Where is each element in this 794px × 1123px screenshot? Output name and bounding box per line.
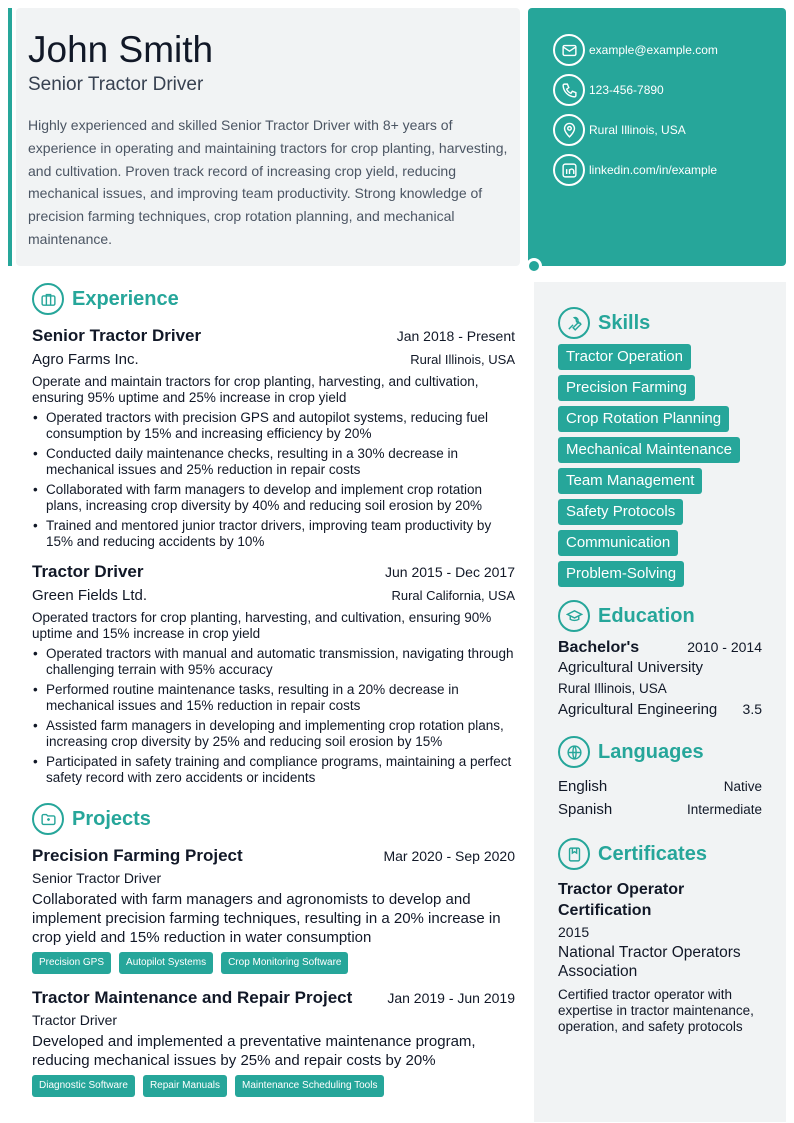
- skills-list: [558, 344, 762, 587]
- job-bullet: • Participated in safety training and compliance programs, maintaining a perfect safety record with zero accidents or incidents: [32, 754, 515, 786]
- certificate-issuer: National Tractor Operators Association: [558, 944, 741, 980]
- job-dates: Jan 2018 - Present: [396, 328, 515, 344]
- education-section: [558, 599, 762, 721]
- skill-chip: Precision Farming: [558, 375, 695, 401]
- job-bullet: • Collaborated with farm managers to develop and implement crop rotation plans, increasing crop diversity by 40% and reducing soil erosion by 20%: [32, 482, 515, 514]
- project-tag: Diagnostic Software: [32, 1075, 135, 1097]
- contact-email[interactable]: [553, 30, 786, 70]
- certificate-name: Tractor Operator Certification: [558, 881, 685, 919]
- project-role: Tractor Driver: [32, 1012, 118, 1028]
- folder-icon: [32, 803, 64, 835]
- email-icon: [553, 34, 585, 66]
- job-company: Green Fields Ltd.: [32, 587, 148, 604]
- email-text: example@example.com: [589, 43, 718, 57]
- globe-icon: [558, 736, 590, 768]
- contact-location: [553, 110, 786, 150]
- project-tag: Maintenance Scheduling Tools: [235, 1075, 384, 1097]
- projects-heading: Projects: [72, 807, 151, 830]
- education-field: Agricultural Engineering: [558, 701, 718, 718]
- skills-heading: Skills: [598, 311, 651, 334]
- education-dates: 2010 - 2014: [687, 639, 762, 655]
- job-bullet: • Conducted daily maintenance checks, resulting in a 30% decrease in mechanical issues and 25% reduction in repair costs: [32, 446, 515, 478]
- project-tag: Repair Manuals: [143, 1075, 227, 1097]
- job-bullets: [32, 646, 515, 786]
- project-description: Developed and implemented a preventative maintenance program, reducing mechanical issues by 25% and repair costs by 20%: [32, 1033, 476, 1069]
- sidebar: [534, 282, 786, 1122]
- certificates-section-header: [558, 837, 762, 871]
- job-dates: Jun 2015 - Dec 2017: [385, 564, 515, 580]
- experience-item: [32, 324, 515, 550]
- job-bullets: [32, 410, 515, 550]
- skill-chip: Tractor Operation: [558, 344, 691, 370]
- project-description: Collaborated with farm managers and agronomists to develop and implement precision farming techniques, resulting in a 20% increase in crop yield and 15% reduction in water consumption: [32, 891, 501, 946]
- education-gpa: 3.5: [742, 701, 762, 717]
- linkedin-text: linkedin.com/in/example: [589, 163, 718, 177]
- location-pin-icon: [553, 114, 585, 146]
- project-dates: Jan 2019 - Jun 2019: [387, 990, 515, 1006]
- certificate-description: Certified tractor operator with expertise in tractor maintenance, operation, and safety protocols: [558, 987, 754, 1034]
- linkedin-icon: [553, 154, 585, 186]
- languages-heading: Languages: [598, 740, 704, 763]
- certificate-year: 2015: [558, 924, 590, 940]
- job-bullet: • Operated tractors with manual and automatic transmission, navigating through challenging terrain with 95% accuracy: [32, 646, 515, 678]
- certificate-icon: [558, 838, 590, 870]
- job-role: Tractor Driver: [32, 562, 144, 581]
- header: [16, 8, 520, 266]
- wrench-icon: [558, 307, 590, 339]
- project-tag: Crop Monitoring Software: [221, 952, 348, 974]
- language-level: Native: [723, 779, 762, 794]
- main-column: [32, 282, 515, 1097]
- skill-chip: Mechanical Maintenance: [558, 437, 740, 463]
- skill-chip: Problem-Solving: [558, 561, 684, 587]
- languages-section: [558, 735, 762, 821]
- experience-heading: Experience: [72, 287, 179, 310]
- graduation-cap-icon: [558, 600, 590, 632]
- project-tags: [32, 1075, 515, 1097]
- project-tag: Autopilot Systems: [119, 952, 213, 974]
- job-description: Operated tractors for crop planting, harvesting, and cultivation, ensuring 90% uptime and 15% increase in crop yield: [32, 610, 492, 641]
- phone-icon: [553, 74, 585, 106]
- education-location: Rural Illinois, USA: [558, 681, 667, 696]
- project-title: Tractor Maintenance and Repair Project: [32, 988, 353, 1007]
- certificates-heading: Certificates: [598, 842, 707, 865]
- certificates-section: [558, 837, 762, 1035]
- job-company: Agro Farms Inc.: [32, 351, 139, 368]
- contact-panel: [528, 8, 786, 266]
- education-heading: Education: [598, 604, 695, 627]
- education-degree: Bachelor's: [558, 639, 640, 656]
- candidate-title: Senior Tractor Driver: [28, 74, 204, 95]
- project-item: [32, 986, 515, 1097]
- skill-chip: Communication: [558, 530, 678, 556]
- skill-chip: Team Management: [558, 468, 702, 494]
- header-accent-bar: [8, 8, 12, 266]
- education-section-header: [558, 599, 762, 633]
- location-text: Rural Illinois, USA: [589, 123, 686, 137]
- skills-section-header: [558, 306, 762, 340]
- project-item: [32, 844, 515, 974]
- experience-item: [32, 560, 515, 786]
- experience-section-header: [32, 282, 515, 316]
- job-bullet: • Performed routine maintenance tasks, resulting in a 20% decrease in mechanical issues and 15% reduction in repair costs: [32, 682, 515, 714]
- project-title: Precision Farming Project: [32, 846, 243, 865]
- candidate-name: John Smith: [28, 29, 214, 70]
- education-school: Agricultural University: [558, 659, 704, 676]
- skill-chip: Safety Protocols: [558, 499, 683, 525]
- summary: Highly experienced and skilled Senior Tractor Driver with 8+ years of experience in operating and maintaining tractors for crop planting, harvesting, and cultivation. Proven track record of increasing crop yield, reducing mechanical issues, and improving team productivity. Strong knowledge of precision farming techniques, crop rotation planning, and mechanical maintenance.: [28, 117, 508, 247]
- language-name: English: [558, 778, 608, 795]
- job-role: Senior Tractor Driver: [32, 326, 202, 345]
- job-location: Rural California, USA: [391, 588, 515, 603]
- contact-phone[interactable]: [553, 70, 786, 110]
- briefcase-icon: [32, 283, 64, 315]
- job-bullet: • Assisted farm managers in developing and implementing crop rotation plans, increasing crop diversity by 25% and reducing soil erosion by 15%: [32, 718, 515, 750]
- job-description: Operate and maintain tractors for crop planting, harvesting, and cultivation, ensuring 95% uptime and 25% increase in crop yield: [32, 374, 479, 405]
- projects-section-header: [32, 802, 515, 836]
- skill-chip: Crop Rotation Planning: [558, 406, 729, 432]
- phone-text: 123-456-7890: [589, 83, 664, 97]
- project-tag: Precision GPS: [32, 952, 111, 974]
- job-bullet: • Operated tractors with precision GPS and autopilot systems, reducing fuel consumption by 15% and increasing efficiency by 20%: [32, 410, 515, 442]
- job-location: Rural Illinois, USA: [410, 352, 515, 367]
- project-role: Senior Tractor Driver: [32, 870, 162, 886]
- project-dates: Mar 2020 - Sep 2020: [383, 848, 515, 864]
- languages-section-header: [558, 735, 762, 769]
- contact-panel-dot: [526, 258, 542, 274]
- job-bullet: • Trained and mentored junior tractor drivers, improving team productivity by 15% and reducing accidents by 10%: [32, 518, 515, 550]
- contact-linkedin[interactable]: [553, 150, 786, 190]
- project-tags: [32, 952, 515, 974]
- language-name: Spanish: [558, 801, 613, 818]
- language-level: Intermediate: [686, 802, 762, 817]
